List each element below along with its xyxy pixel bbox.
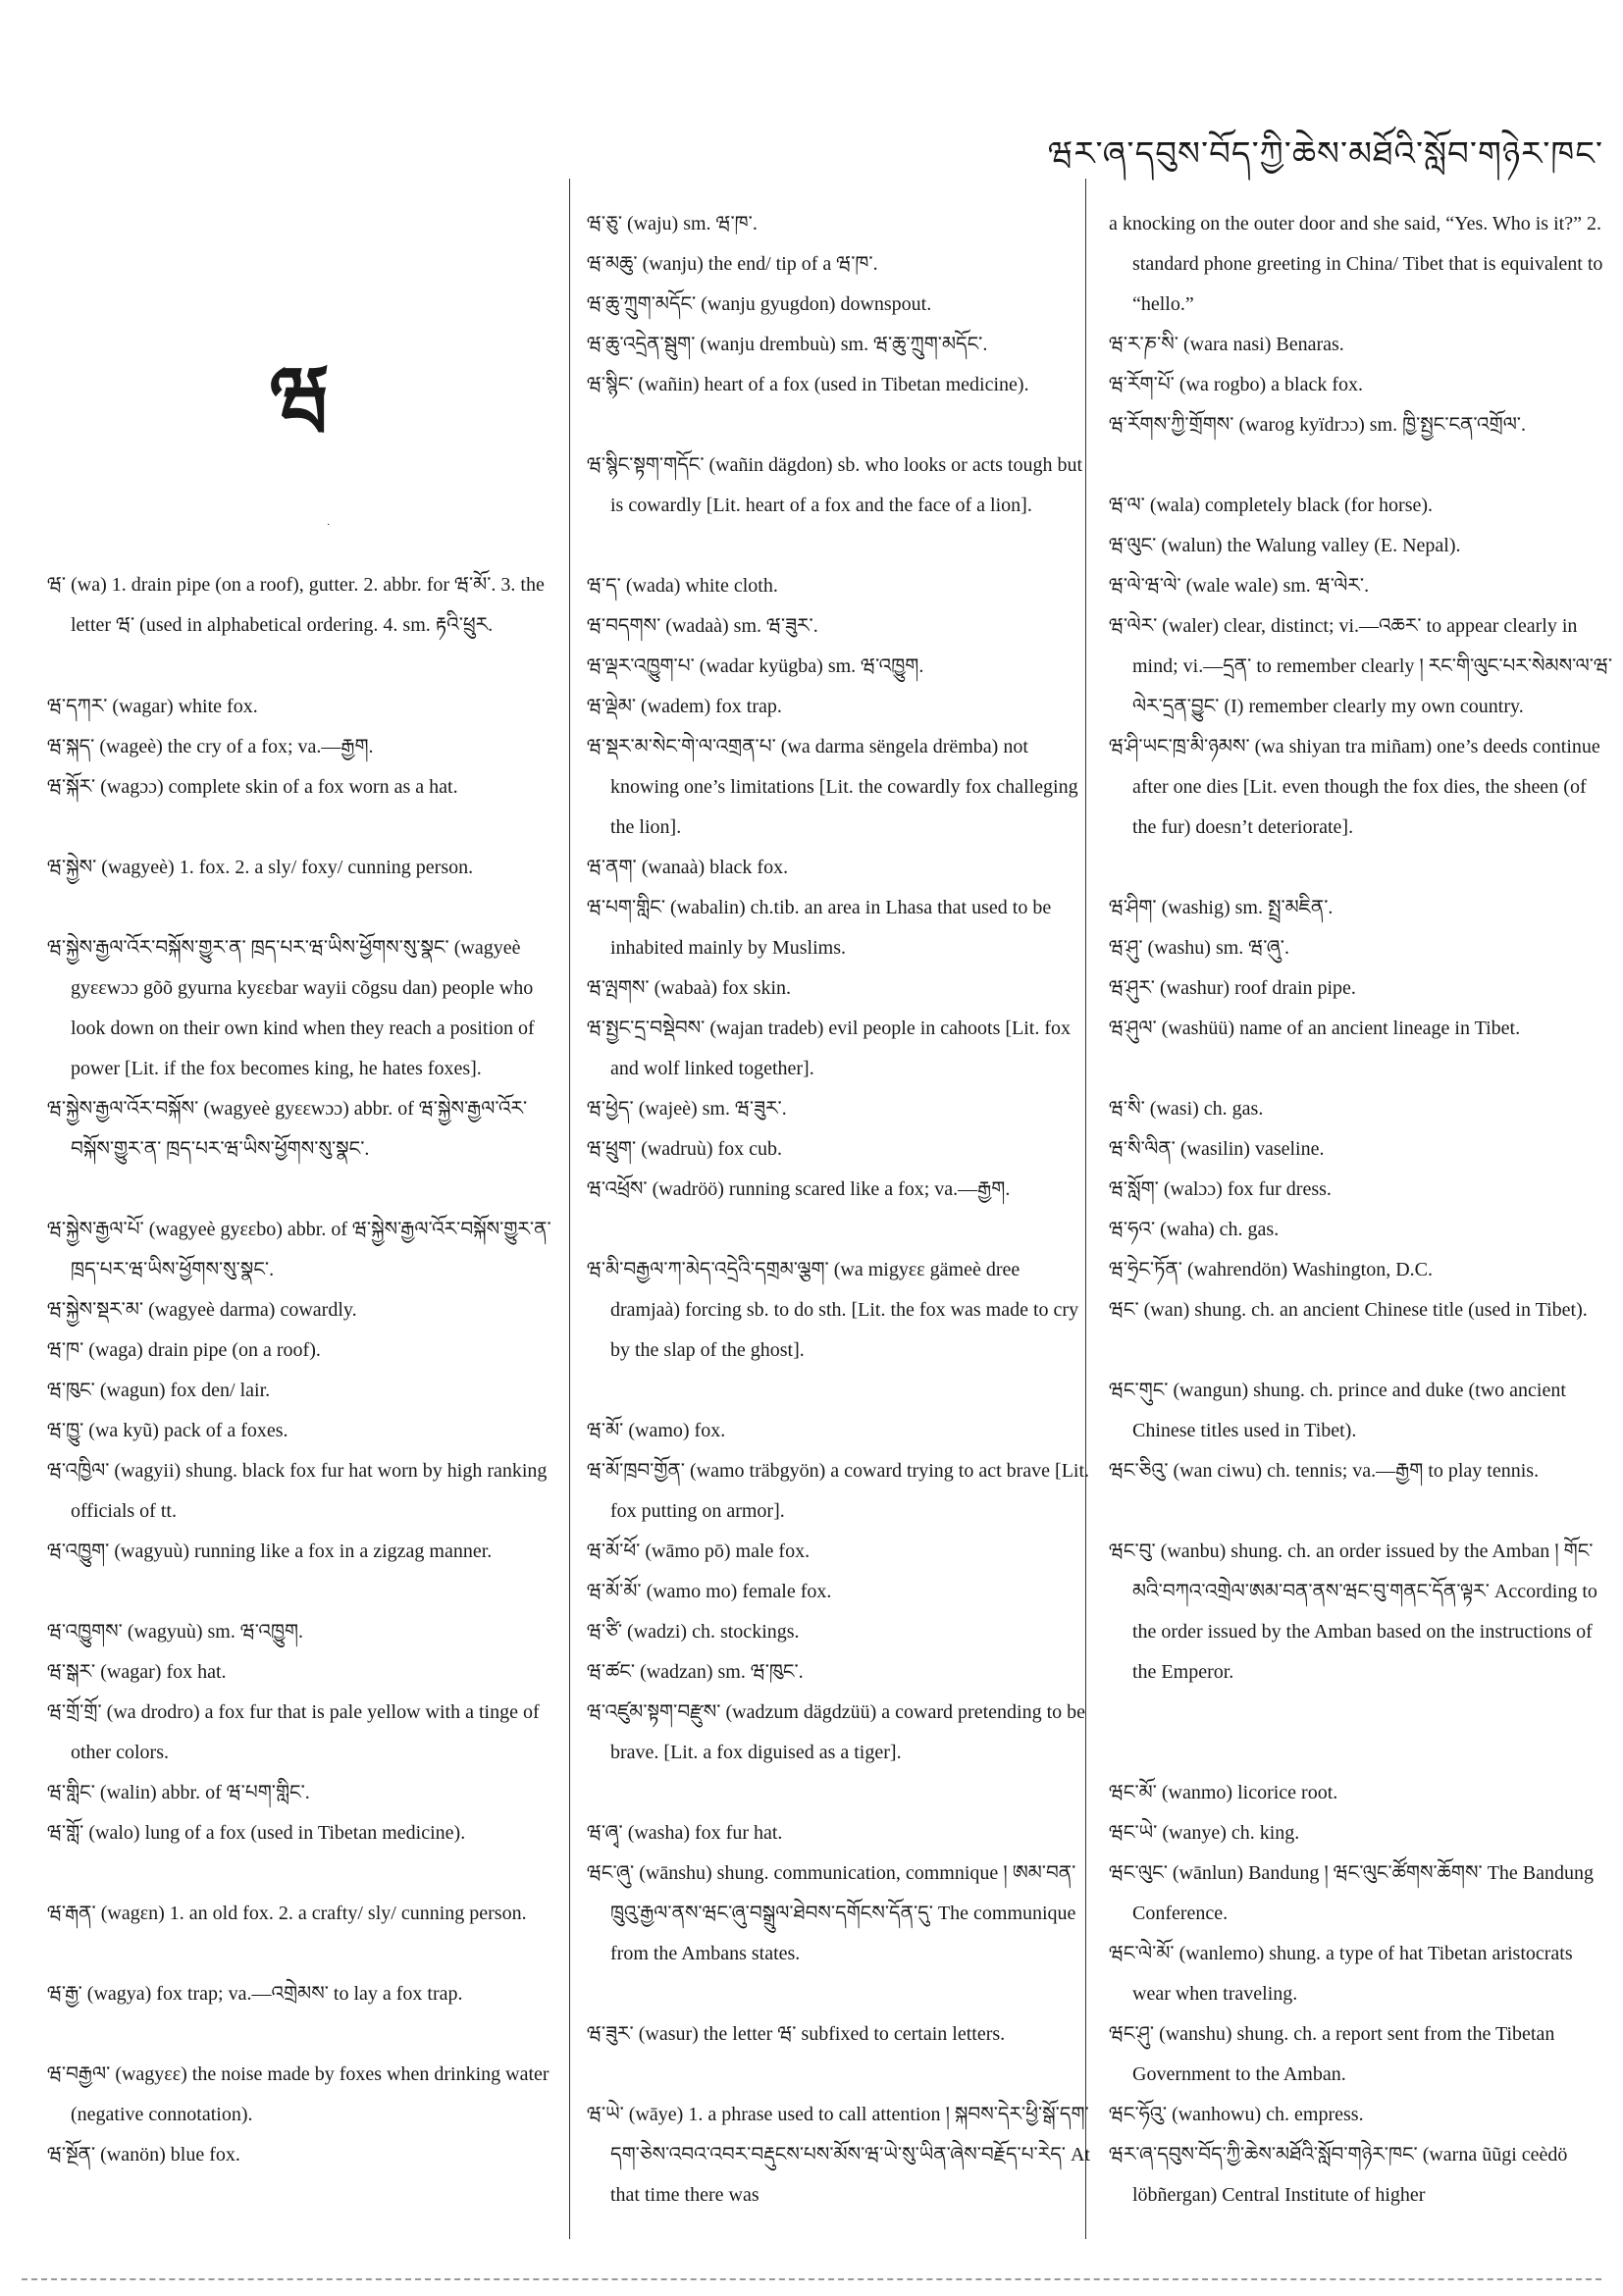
dictionary-entry: ཝ་ཕྲུག་ (wadruù) fox cub.: [587, 1138, 783, 1160]
dictionary-entry: ཝ་ཧྲེང་ཏོན་ (wahrendön) Washington, D.C.: [1109, 1259, 1433, 1280]
dictionary-entry: ཝ་ཤུལ་ (washüü) name of an ancient lineage in Tibet.: [1109, 1018, 1521, 1039]
dictionary-entry: ཝང་ཤུ་ (wanshu) shung. ch. a report sent from the Tibetan Government to the Amban.: [1109, 2023, 1555, 2085]
dictionary-entry: ཝ་འཁྱུགས་ (wagyuù) sm. ཝ་འཁྱུག.: [47, 1621, 304, 1643]
dictionary-entry: ཝ་ནག་ (wanaà) black fox.: [587, 857, 789, 878]
column-divider-left: [569, 179, 570, 2239]
dictionary-entry: ཝ་སྙིང་ (wañin) heart of a fox (used in Tibetan medicine).: [587, 374, 1029, 395]
dictionary-entry: ཝང་ཡེ་ (wanye) ch. king.: [1109, 1822, 1300, 1844]
dictionary-entry: ཝ་བདགས་ (wadaà) sm. ཝ་ཟུར་.: [587, 615, 818, 637]
dictionary-entry: ཝ་གླིང་ (walin) abbr. of ཝ་པག་གླིང་.: [47, 1782, 310, 1803]
running-header: ཝར་ཞ་དབུས་བོད་ཀྱི་ཆེས་མཐོའི་སློབ་གཉེར་ཁང་: [1048, 134, 1603, 174]
dictionary-entry: ཝ་ (wa) 1. drain pipe (on a roof), gutter. 2. abbr. for ཝ་མོ་. 3. the letter ཝ་ (used in alphabetical ordering. 4. sm. རྟའི་ཕྲུར.: [47, 574, 545, 636]
dictionary-entry: ཝ་སློག་ (walɔɔ) fox fur dress.: [1109, 1178, 1332, 1200]
dictionary-entry: ཝ་འཁྱུག་ (wagyuù) running like a fox in a zigzag manner.: [47, 1540, 493, 1562]
dictionary-entry: ཝ་ཞྭ་ (washa) fox fur hat.: [587, 1822, 783, 1844]
dictionary-entry: ཝ་གློ་ (walo) lung of a fox (used in Tibetan medicine).: [47, 1822, 466, 1844]
dictionary-entry: ཝ་མོ་མོ་ (wamo mo) female fox.: [587, 1581, 832, 1602]
dictionary-entry: ཝ་ད་ (wada) white cloth.: [587, 575, 778, 597]
dictionary-entry: ཝང་བུ་ (wanbu) shung. ch. an order issued by the Amban ། གོང་མའི་བཀའ་འགྲེལ་ཨམ་བན་ནས་ཝང་བུ་གནང་དོན་ལྟར་ According to the order issued by the Amban based on the instructions of the Emperor.: [1109, 1540, 1597, 1683]
dictionary-entry: ཝང་ཞུ་ (wānshu) shung. communication, commnique ། ཨམ་བན་ཁྲུའུ་རྒྱལ་ནས་ཝང་ཞུ་བསྒྲུལ་ཐེབས་དགོངས་དོན་དུ་ The communique from the Ambans states.: [587, 1862, 1076, 1964]
dictionary-entry: ཝ་རྒྱ་ (wagya) fox trap; va.—འགྲེམས་ to lay a fox trap.: [47, 1983, 463, 2005]
dictionary-entry: ཝ་སི་ (wasi) ch. gas.: [1109, 1098, 1264, 1120]
dictionary-entry: ཝ་ཁ་ (waga) drain pipe (on a roof).: [47, 1339, 321, 1361]
dictionary-entry: ཝར་ཞ་དབུས་བོད་ཀྱི་ཆེས་མཐོའི་སློབ་གཉེར་ཁང་ (warna ũũgi ceèdö löbñergan) Central Institute of higher: [1109, 2144, 1568, 2206]
dictionary-entry: ཝ་ལྡེམ་ (wadem) fox trap.: [587, 696, 782, 717]
dictionary-entry: ཝ་ཁྱུ་ (wa kyũ) pack of a foxes.: [47, 1420, 288, 1441]
dictionary-entry: ཝ་སྐོར་ (wagɔɔ) complete skin of a fox worn as a hat.: [47, 776, 458, 798]
dictionary-entry: ཝ་ཆུ་འདྲེན་སྦུག་ (wanju drembuù) sm. ཝ་ཆུ་ཀྲུག་མདོང་.: [587, 334, 988, 355]
dictionary-entry: ཝ་ལྤགས་ (wabaà) fox skin.: [587, 977, 791, 999]
dictionary-entry: ཝ་དཀར་ (wagar) white fox.: [47, 696, 258, 717]
dictionary-entry: ཝ་ལེར་ (waler) clear, distinct; vi.—འཆར་ to appear clearly in mind; vi.—དྲན་ to remember clearly ། རང་གི་ལུང་པར་སེམས་ལ་ཝ་ལེར་དྲན་བྱུང་ (I) remember clearly my own country.: [1109, 615, 1613, 717]
dictionary-entry: ཝ་ལྡར་འཁྱུག་པ་ (wadar kyügba) sm. ཝ་འཁྱུག.: [587, 655, 924, 677]
dictionary-entry: ཝ་སི་ལིན་ (wasilin) vaseline.: [1109, 1138, 1325, 1160]
dictionary-entry: ཝ་མོ་ (wamo) fox.: [587, 1420, 726, 1441]
dictionary-entry: ཝ་ཅུ་ (waju) sm. ཝ་ཁ་.: [587, 213, 758, 235]
section-letter: ཝ: [270, 350, 331, 444]
dictionary-entry: ཝ་སྐྱེས་རྒྱལ་འོར་བསྐོས་གྱུར་ན་ ཁྲད་པར་ཝ་ཡིས་ཕྱོགས་སུ་སྣང་ (wagyeè gyɛɛwɔɔ gõõ gyurna kyɛɛbar wayii cõgsu dan) people who look down on their own kind when they reach a position of power [Lit. if the fox becomes king, he hates foxes].: [47, 937, 535, 1079]
dictionary-entry: ཝ་ཚང་ (wadzan) sm. ཝ་ཁུང་.: [587, 1661, 804, 1683]
dictionary-entry: ཝ་ཤུར་ (washur) roof drain pipe.: [1109, 977, 1356, 999]
dictionary-entry: ཝང་གུང་ (wangun) shung. ch. prince and duke (two ancient Chinese titles used in Tibet).: [1109, 1380, 1566, 1441]
dictionary-entry: ཝ་བརྒྱལ་ (wagyɛɛ) the noise made by foxes when drinking water (negative connotation).: [47, 2063, 550, 2125]
dictionary-entry: ཝ་རྒན་ (wagɛn) 1. an old fox. 2. a crafty/ sly/ cunning person.: [47, 1903, 527, 1924]
dictionary-entry: ཝ་ཟུར་ (wasur) the letter ཝ་ subfixed to certain letters.: [587, 2023, 1006, 2045]
dictionary-entry: ཝ་སྙིང་སྟག་གདོང་ (wañin dägdon) sb. who looks or acts tough but is cowardly [Lit. heart of a fox and the face of a lion].: [587, 454, 1083, 516]
dictionary-entry: ཝ་མི་བརྒྱལ་ཀ་མེད་འདྲེའི་དགྲམ་ལྕག་ (wa migyɛɛ gämeè dree dramjaà) forcing sb. to do sth. [Lit. the fox was made to cry by the slap of the ghost].: [587, 1259, 1079, 1361]
dictionary-entry: ཝ་མཆུ་ (wanju) the end/ tip of a ཝ་ཁ་.: [587, 253, 878, 275]
dictionary-entry: ཝ་པག་གླིང་ (wabalin) ch.tib. an area in Lhasa that used to be inhabited mainly by Muslims.: [587, 897, 1052, 959]
dictionary-entry: ཝ་སྐྱེས་ (wagyeè) 1. fox. 2. a sly/ foxy/ cunning person.: [47, 857, 474, 878]
section-mark: ·: [327, 520, 331, 531]
dictionary-entry: ཝ་ཤུ་ (washu) sm. ཝ་ཞུ་.: [1109, 937, 1290, 959]
dictionary-entry: ཝ་ར་ཎ་སི་ (wara nasi) Benaras.: [1109, 334, 1344, 355]
dictionary-entry: a knocking on the outer door and she said, “Yes. Who is it?” 2. standard phone greeting in China/ Tibet that is equivalent to “hello.”: [1109, 213, 1603, 315]
dictionary-entry: ཝ་སྔོན་ (wanön) blue fox.: [47, 2144, 240, 2166]
dictionary-entry: ཝང་མོ་ (wanmo) licorice root.: [1109, 1782, 1338, 1803]
dictionary-entry: ཝ་ཁུང་ (wagun) fox den/ lair.: [47, 1380, 271, 1401]
dictionary-entry: ཝ་མོ་ཕོ་ (wāmo pō) male fox.: [587, 1540, 811, 1562]
dictionary-entry: ཝ་སྒར་ (wagar) fox hat.: [47, 1661, 227, 1683]
dictionary-entry: ཝ་སྐྱེས་སྡར་མ་ (wagyeè darma) cowardly.: [47, 1299, 357, 1321]
bottom-rule: [22, 2278, 1601, 2280]
dictionary-entry: ཝ་ཤི་ཡང་ཁྲ་མི་ཉམས་ (wa shiyan tra miñam) one’s deeds continue after one dies [Lit. even though the fox dies, the sheen (of the fur) doesn’t deteriorate].: [1109, 736, 1600, 838]
dictionary-entry: ཝ་ཕྱེད་ (wajeè) sm. ཝ་ཟུར་.: [587, 1098, 787, 1120]
dictionary-entry: ཝ་ལེ་ཝ་ལེ་ (wale wale) sm. ཝ་ལེར་.: [1109, 575, 1370, 597]
dictionary-entry: ཝ་ལུང་ (walun) the Walung valley (E. Nepal).: [1109, 535, 1461, 556]
dictionary-entry: ཝ་སྐྱེས་རྒྱལ་འོར་བསྐོས་ (wagyeè gyɛɛwɔɔ) abbr. of ཝ་སྐྱེས་རྒྱལ་འོར་བསྐོས་གྱུར་ན་ ཁྲད་པར་ཝ་ཡིས་ཕྱོགས་སུ་སྣང་.: [47, 1098, 528, 1160]
dictionary-entry: ཝང་ཧོའུ་ (wanhowu) ch. empress.: [1109, 2104, 1364, 2125]
dictionary-entry: ཝ་ལ་ (wala) completely black (for horse).: [1109, 495, 1434, 516]
dictionary-entry: ཝ་ཡེ་ (wāye) 1. a phrase used to call attention ། སྐབས་དེར་ཕྱི་སྒོ་དག་དག་ཅེས་འབའ་འབར་བརྡུངས་པས་མོས་ཝ་ཡེ་སུ་ཡིན་ཞེས་བརྗོད་པ་རེད་ At that time there was: [587, 2104, 1090, 2206]
dictionary-entry: ཝ་འཕྲོས་ (wadröö) running scared like a fox; va.—རྒྱག.: [587, 1178, 1011, 1200]
dictionary-entry: ཝང་ལུང་ (wānlun) Bandung ། ཝང་ལུང་ཚོགས་ཆོགས་ The Bandung Conference.: [1109, 1862, 1595, 1924]
dictionary-entry: ཝ་ཧའ་ (waha) ch. gas.: [1109, 1219, 1280, 1240]
dictionary-entry: ཝ་འཛུམ་སྟག་བརྫུས་ (wadzum dägdzüü) a coward pretending to be brave. [Lit. a fox diguised as a tiger].: [587, 1701, 1086, 1763]
dictionary-entry: ཝ་སྤྱང་དྲ་བསྡེབས་ (wajan tradeb) evil people in cahoots [Lit. fox and wolf linked together].: [587, 1018, 1072, 1079]
dictionary-entry: ཝང་ (wan) shung. ch. an ancient Chinese title (used in Tibet).: [1109, 1299, 1588, 1321]
dictionary-entry: ཝ་རོག་པོ་ (wa rogbo) a black fox.: [1109, 374, 1364, 395]
dictionary-entry: ཝ་ཙི་ (wadzi) ch. stockings.: [587, 1621, 800, 1643]
dictionary-entry: ཝ་སྐད་ (wageè) the cry of a fox; va.—རྒྱག.: [47, 736, 374, 757]
dictionary-entry: ཝ་རོགས་ཀྱི་གྲོགས་ (warog kyïdrɔɔ) sm. ཁྱི་སྤྱང་ངན་འགྲོལ་.: [1109, 414, 1527, 436]
dictionary-entry: ཝ་ཤིག་ (washig) sm. སྤྲ་མཇིན་.: [1109, 897, 1334, 918]
dictionary-entry: ཝང་ལེ་མོ་ (wanlemo) shung. a type of hat Tibetan aristocrats wear when traveling.: [1109, 1943, 1573, 2005]
dictionary-entry: ཝ་སྐྱེས་རྒྱལ་པོ་ (wagyeè gyɛɛbo) abbr. of ཝ་སྐྱེས་རྒྱལ་འོར་བསྐོས་གྱུར་ན་ ཁྲད་པར་ཝ་ཡིས་ཕྱོགས་སུ་སྣང་.: [47, 1219, 551, 1280]
dictionary-entry: ཝ་མོ་ཁྲབ་གྱོན་ (wamo träbgyön) a coward trying to act brave [Lit. fox putting on armor].: [587, 1460, 1090, 1522]
dictionary-entry: ཝ་ཆུ་ཀྲུག་མདོང་ (wanju gyugdon) downspout.: [587, 293, 932, 315]
dictionary-entry: ཝ་གྲོ་གྲོ་ (wa drodro) a fox fur that is pale yellow with a tinge of other colors.: [47, 1701, 540, 1763]
dictionary-entry: ཝ་འཁྱིལ་ (wagyii) shung. black fox fur hat worn by high ranking officials of tt.: [47, 1460, 548, 1522]
dictionary-entry: ཝ་སྡར་མ་སེང་གེ་ལ་འགྲན་པ་ (wa darma sëngela drëmba) not knowing one’s limitations [Lit. the cowardly fox challeging the lion].: [587, 736, 1078, 838]
dictionary-entry: ཝང་ཅིའུ་ (wan ciwu) ch. tennis; va.—རྒྱག to play tennis.: [1109, 1460, 1540, 1482]
